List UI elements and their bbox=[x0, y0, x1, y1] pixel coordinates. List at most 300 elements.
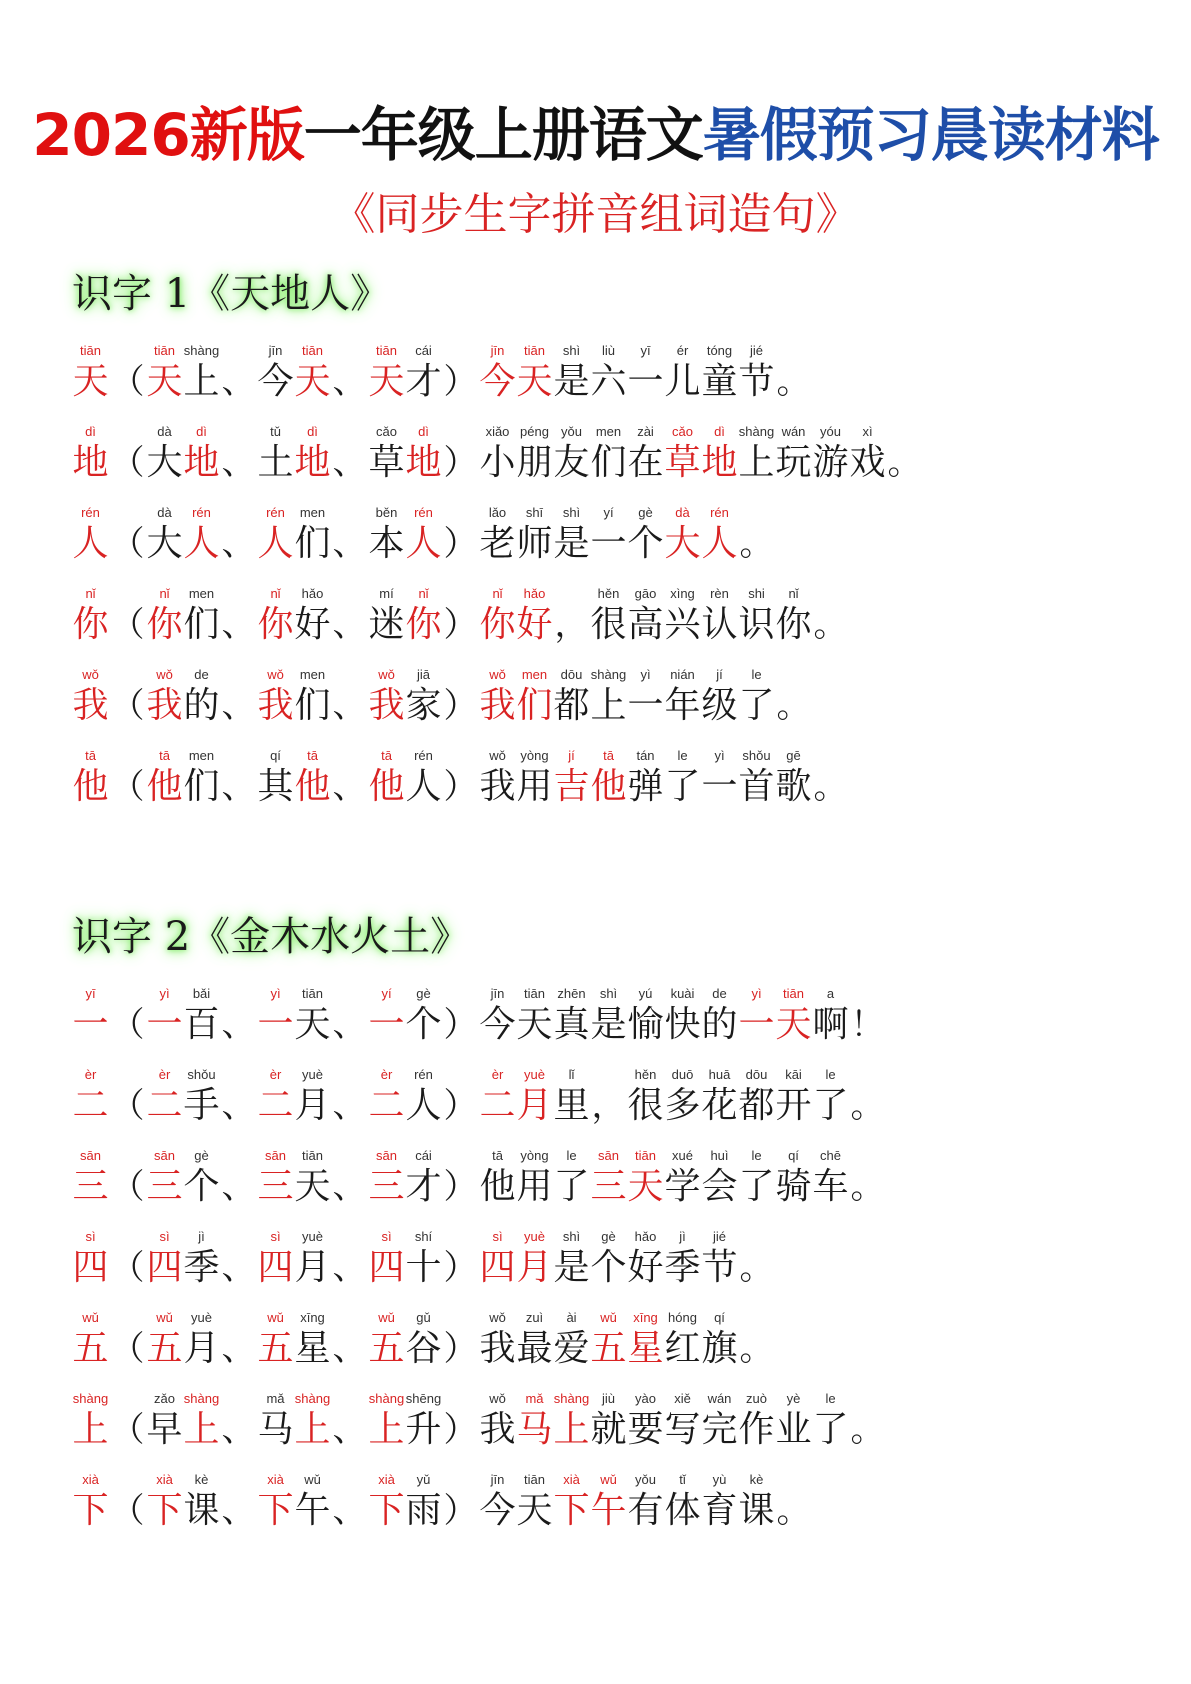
pinyin: wǔ bbox=[304, 1472, 321, 1487]
pinyin: xiě bbox=[674, 1391, 691, 1406]
pinyin: tiān bbox=[524, 986, 545, 1001]
hanzi: 首 bbox=[738, 766, 775, 807]
hanzi: 的 bbox=[183, 685, 220, 726]
hanzi: 里 bbox=[553, 1085, 590, 1126]
ruby-char bbox=[775, 746, 812, 809]
pinyin: sì bbox=[270, 1229, 281, 1244]
ruby-char bbox=[294, 1470, 331, 1533]
ruby-char bbox=[294, 1146, 331, 1209]
hanzi: 今 bbox=[479, 1004, 516, 1045]
hanzi: 兴 bbox=[664, 604, 701, 645]
pinyin: mǎ bbox=[525, 1391, 544, 1406]
pinyin: de bbox=[194, 667, 209, 682]
ruby-char bbox=[257, 984, 294, 1047]
pinyin: wǒ bbox=[267, 667, 284, 682]
ruby-char bbox=[553, 665, 590, 728]
pinyin: mí bbox=[379, 586, 394, 601]
ruby-char bbox=[183, 1065, 220, 1128]
ruby-char bbox=[664, 1065, 701, 1128]
ruby-char bbox=[553, 1146, 590, 1209]
hanzi: 多 bbox=[664, 1085, 701, 1126]
pinyin bbox=[109, 1146, 146, 1165]
hanzi: 我 bbox=[479, 1328, 516, 1369]
hanzi: 我 bbox=[479, 685, 516, 726]
ruby-char bbox=[183, 1470, 220, 1533]
pinyin: kuài bbox=[670, 986, 695, 1001]
punctuation bbox=[442, 1146, 479, 1209]
ruby-char bbox=[405, 1389, 442, 1452]
hanzi: ） bbox=[443, 605, 478, 645]
hanzi: 土 bbox=[257, 442, 294, 483]
ruby-char bbox=[664, 984, 701, 1047]
pinyin: shì bbox=[599, 986, 618, 1001]
hanzi: 级 bbox=[701, 685, 738, 726]
ruby-char bbox=[553, 1470, 590, 1533]
title-material-part: 暑假预习晨读材料 bbox=[702, 101, 1159, 169]
hanzi: 今 bbox=[479, 1490, 516, 1531]
ruby-char bbox=[701, 503, 738, 566]
hanzi: 二 bbox=[72, 1085, 109, 1126]
hanzi: 天 bbox=[294, 361, 331, 402]
pinyin bbox=[331, 665, 368, 684]
hanzi: 花 bbox=[701, 1085, 738, 1126]
pinyin: tǐ bbox=[679, 1472, 686, 1487]
hanzi: 人 bbox=[257, 523, 294, 564]
hanzi: 、 bbox=[332, 1491, 367, 1531]
pinyin bbox=[886, 422, 923, 441]
hanzi: 车 bbox=[812, 1166, 849, 1207]
hanzi: 、 bbox=[332, 1329, 367, 1369]
ruby-char bbox=[701, 341, 738, 404]
pinyin: tā bbox=[159, 748, 170, 763]
ruby-char bbox=[146, 1065, 183, 1128]
hanzi: 他 bbox=[590, 766, 627, 807]
hanzi: 用 bbox=[516, 766, 553, 807]
ruby-char bbox=[146, 984, 183, 1047]
ruby-char bbox=[627, 584, 664, 647]
ruby-char bbox=[627, 1389, 664, 1452]
ruby-char bbox=[516, 341, 553, 404]
ruby-char bbox=[146, 1146, 183, 1209]
hanzi: 月 bbox=[294, 1085, 331, 1126]
hanzi: 戏 bbox=[849, 442, 886, 483]
hanzi: （ bbox=[110, 1005, 145, 1045]
pinyin: yòng bbox=[520, 1148, 549, 1163]
pinyin: jīn bbox=[490, 986, 505, 1001]
hanzi: 们 bbox=[183, 766, 220, 807]
hanzi: 下 bbox=[368, 1490, 405, 1531]
ruby-char bbox=[479, 1470, 516, 1533]
ruby-char bbox=[183, 341, 220, 404]
ruby-char bbox=[257, 584, 294, 647]
hanzi: 家 bbox=[405, 685, 442, 726]
ruby-char bbox=[738, 1065, 775, 1128]
punctuation bbox=[109, 746, 146, 809]
ruby-char bbox=[553, 341, 590, 404]
hanzi: 一 bbox=[701, 766, 738, 807]
hanzi: 课 bbox=[738, 1490, 775, 1531]
pinyin: sān bbox=[265, 1148, 286, 1163]
punctuation bbox=[220, 341, 257, 404]
pinyin: èr bbox=[84, 1067, 97, 1082]
hanzi: 、 bbox=[221, 605, 256, 645]
punctuation bbox=[849, 1389, 886, 1452]
pinyin: èr bbox=[491, 1067, 504, 1082]
hanzi: 学 bbox=[664, 1166, 701, 1207]
hanzi: 天 bbox=[146, 361, 183, 402]
punctuation bbox=[442, 422, 479, 485]
hanzi: 在 bbox=[627, 442, 664, 483]
hanzi: 百 bbox=[183, 1004, 220, 1045]
ruby-char bbox=[479, 665, 516, 728]
pinyin: wǔ bbox=[267, 1310, 284, 1325]
pinyin: xìng bbox=[670, 586, 695, 601]
pinyin: zuò bbox=[746, 1391, 767, 1406]
pinyin: men bbox=[521, 667, 548, 682]
pinyin: hǎo bbox=[301, 586, 324, 601]
ruby-char bbox=[738, 984, 775, 1047]
ruby-char bbox=[368, 1227, 405, 1290]
pinyin bbox=[442, 584, 479, 603]
pinyin bbox=[220, 1308, 257, 1327]
pinyin bbox=[220, 1146, 257, 1165]
pinyin: xià bbox=[82, 1472, 99, 1487]
ruby-char bbox=[590, 1308, 627, 1371]
hanzi: 一 bbox=[627, 685, 664, 726]
pinyin: nǐ bbox=[788, 586, 799, 601]
ruby-char bbox=[257, 341, 294, 404]
ruby-char bbox=[294, 341, 331, 404]
ruby-char bbox=[405, 1146, 442, 1209]
pinyin: tā bbox=[381, 748, 392, 763]
ruby-char bbox=[72, 422, 109, 485]
pinyin: shàng bbox=[183, 343, 220, 358]
pinyin: shàng bbox=[590, 667, 627, 682]
pinyin: shàng bbox=[368, 1391, 405, 1406]
pinyin: hǎo bbox=[634, 1229, 657, 1244]
pinyin: de bbox=[712, 986, 727, 1001]
pinyin: yí bbox=[603, 505, 614, 520]
pinyin: nǐ bbox=[159, 586, 170, 601]
hanzi: 很 bbox=[590, 604, 627, 645]
hanzi: 四 bbox=[368, 1247, 405, 1288]
hanzi: 你 bbox=[479, 604, 516, 645]
hanzi: 他 bbox=[146, 766, 183, 807]
hanzi: 人 bbox=[405, 766, 442, 807]
hanzi: 人 bbox=[405, 523, 442, 564]
pinyin: shàng bbox=[294, 1391, 331, 1406]
hanzi: ， bbox=[554, 605, 589, 645]
hanzi: 他 bbox=[479, 1166, 516, 1207]
hanzi: 玩 bbox=[775, 442, 812, 483]
pinyin: sān bbox=[154, 1148, 175, 1163]
hanzi: 。 bbox=[739, 1329, 774, 1369]
hanzi: 。 bbox=[850, 1410, 885, 1450]
hanzi: ） bbox=[443, 1086, 478, 1126]
hanzi: 弹 bbox=[627, 766, 664, 807]
hanzi: 。 bbox=[850, 1086, 885, 1126]
pinyin: ér bbox=[676, 343, 689, 358]
sentence-row bbox=[72, 584, 923, 665]
hanzi: 其 bbox=[257, 766, 294, 807]
pinyin: le bbox=[677, 748, 688, 763]
punctuation bbox=[442, 984, 479, 1047]
ruby-char bbox=[294, 584, 331, 647]
hanzi: 用 bbox=[516, 1166, 553, 1207]
ruby-char bbox=[257, 1308, 294, 1371]
ruby-char bbox=[146, 341, 183, 404]
ruby-char bbox=[479, 1146, 516, 1209]
hanzi: 是 bbox=[553, 1247, 590, 1288]
hanzi: 要 bbox=[627, 1409, 664, 1450]
ruby-char bbox=[257, 1065, 294, 1128]
ruby-char bbox=[257, 1146, 294, 1209]
pinyin: shi bbox=[748, 586, 765, 601]
hanzi: 、 bbox=[332, 1248, 367, 1288]
hanzi: 一 bbox=[257, 1004, 294, 1045]
pinyin: cǎo bbox=[672, 424, 693, 439]
hanzi: 、 bbox=[221, 443, 256, 483]
pinyin: nǐ bbox=[492, 586, 503, 601]
hanzi: 好 bbox=[294, 604, 331, 645]
hanzi: 地 bbox=[701, 442, 738, 483]
ruby-char bbox=[294, 503, 331, 566]
ruby-char bbox=[775, 584, 812, 647]
punctuation bbox=[331, 1065, 368, 1128]
ruby-char bbox=[812, 1065, 849, 1128]
ruby-char bbox=[72, 1146, 109, 1209]
ruby-char bbox=[368, 341, 405, 404]
hanzi: 、 bbox=[221, 524, 256, 564]
pinyin: tǔ bbox=[270, 424, 281, 439]
ruby-char bbox=[294, 1227, 331, 1290]
punctuation bbox=[220, 984, 257, 1047]
pinyin: dì bbox=[196, 424, 207, 439]
ruby-char bbox=[368, 422, 405, 485]
ruby-char bbox=[405, 665, 442, 728]
hanzi: 开 bbox=[775, 1085, 812, 1126]
hanzi: 上 bbox=[183, 361, 220, 402]
hanzi: 。 bbox=[776, 1491, 811, 1531]
hanzi: 你 bbox=[257, 604, 294, 645]
hanzi: 二 bbox=[368, 1085, 405, 1126]
pinyin: men bbox=[188, 748, 215, 763]
pinyin: hóng bbox=[668, 1310, 697, 1325]
hanzi: （ bbox=[110, 1410, 145, 1450]
ruby-char bbox=[257, 1470, 294, 1533]
hanzi: 、 bbox=[332, 686, 367, 726]
ruby-char bbox=[849, 422, 886, 485]
hanzi: 二 bbox=[257, 1085, 294, 1126]
pinyin: wǔ bbox=[156, 1310, 173, 1325]
ruby-char bbox=[664, 665, 701, 728]
pinyin: běn bbox=[375, 505, 398, 520]
punctuation bbox=[442, 341, 479, 404]
pinyin: tiān bbox=[524, 1472, 545, 1487]
pinyin bbox=[442, 1308, 479, 1327]
pinyin bbox=[849, 984, 886, 1003]
ruby-char bbox=[257, 1389, 294, 1452]
pinyin: yǔ bbox=[416, 1472, 431, 1487]
ruby-char bbox=[516, 665, 553, 728]
hanzi: 天 bbox=[516, 361, 553, 402]
hanzi: 、 bbox=[221, 1086, 256, 1126]
sentence-row bbox=[72, 746, 923, 827]
pinyin: le bbox=[566, 1148, 577, 1163]
punctuation bbox=[220, 1389, 257, 1452]
pinyin bbox=[553, 584, 590, 603]
pinyin: sān bbox=[80, 1148, 101, 1163]
pinyin: gè bbox=[416, 986, 431, 1001]
pinyin: tiān bbox=[80, 343, 101, 358]
pinyin bbox=[442, 1470, 479, 1489]
punctuation bbox=[442, 1389, 479, 1452]
pinyin: tiān bbox=[302, 986, 323, 1001]
pinyin: dì bbox=[85, 424, 96, 439]
pinyin: wǒ bbox=[489, 1391, 506, 1406]
hanzi: 五 bbox=[72, 1328, 109, 1369]
pinyin: èr bbox=[380, 1067, 393, 1082]
punctuation bbox=[109, 422, 146, 485]
ruby-char bbox=[479, 746, 516, 809]
hanzi: 午 bbox=[294, 1490, 331, 1531]
hanzi: 我 bbox=[146, 685, 183, 726]
punctuation bbox=[109, 984, 146, 1047]
ruby-char bbox=[257, 422, 294, 485]
punctuation bbox=[109, 341, 146, 404]
pinyin bbox=[442, 422, 479, 441]
punctuation bbox=[109, 503, 146, 566]
pinyin: tiān bbox=[302, 343, 323, 358]
hanzi: 三 bbox=[257, 1166, 294, 1207]
hanzi: 红 bbox=[664, 1328, 701, 1369]
ruby-char bbox=[738, 341, 775, 404]
pinyin: kè bbox=[194, 1472, 209, 1487]
hanzi: 、 bbox=[221, 686, 256, 726]
ruby-char bbox=[701, 746, 738, 809]
hanzi: 天 bbox=[516, 1490, 553, 1531]
pinyin bbox=[812, 746, 849, 765]
punctuation bbox=[442, 503, 479, 566]
pinyin: sān bbox=[376, 1148, 397, 1163]
pinyin: shì bbox=[562, 1229, 581, 1244]
hanzi: （ bbox=[110, 1086, 145, 1126]
punctuation bbox=[331, 341, 368, 404]
punctuation bbox=[553, 584, 590, 647]
ruby-char bbox=[812, 422, 849, 485]
pinyin: shī bbox=[525, 505, 544, 520]
pinyin: qí bbox=[714, 1310, 725, 1325]
hanzi: 、 bbox=[221, 1167, 256, 1207]
punctuation bbox=[109, 665, 146, 728]
ruby-char bbox=[516, 1308, 553, 1371]
hanzi: 都 bbox=[738, 1085, 775, 1126]
ruby-char bbox=[553, 1389, 590, 1452]
hanzi: ） bbox=[443, 1248, 478, 1288]
hanzi: 四 bbox=[146, 1247, 183, 1288]
hanzi: 了 bbox=[738, 685, 775, 726]
pinyin bbox=[849, 1146, 886, 1165]
hanzi: 、 bbox=[332, 1410, 367, 1450]
punctuation bbox=[220, 503, 257, 566]
ruby-char bbox=[183, 422, 220, 485]
pinyin: dì bbox=[418, 424, 429, 439]
hanzi: 、 bbox=[332, 767, 367, 807]
hanzi: 真 bbox=[553, 1004, 590, 1045]
hanzi: 我 bbox=[479, 766, 516, 807]
ruby-char bbox=[405, 341, 442, 404]
ruby-char bbox=[72, 746, 109, 809]
pinyin: xià bbox=[563, 1472, 580, 1487]
sentence-row bbox=[72, 1146, 886, 1227]
hanzi: 草 bbox=[368, 442, 405, 483]
hanzi: 。 bbox=[739, 524, 774, 564]
hanzi: 他 bbox=[294, 766, 331, 807]
ruby-char bbox=[183, 665, 220, 728]
ruby-char bbox=[294, 422, 331, 485]
punctuation bbox=[849, 1065, 886, 1128]
ruby-char bbox=[775, 1146, 812, 1209]
ruby-char bbox=[368, 1389, 405, 1452]
ruby-char bbox=[590, 341, 627, 404]
ruby-char bbox=[257, 665, 294, 728]
hanzi: 人 bbox=[183, 523, 220, 564]
pinyin: jīn bbox=[268, 343, 283, 358]
hanzi: 下 bbox=[553, 1490, 590, 1531]
hanzi: 一 bbox=[627, 361, 664, 402]
ruby-char bbox=[294, 1308, 331, 1371]
hanzi: （ bbox=[110, 1329, 145, 1369]
pinyin: ài bbox=[566, 1310, 577, 1325]
pinyin: wǔ bbox=[600, 1472, 617, 1487]
hanzi: 地 bbox=[183, 442, 220, 483]
ruby-char bbox=[812, 984, 849, 1047]
ruby-char bbox=[664, 422, 701, 485]
hanzi: 天 bbox=[294, 1166, 331, 1207]
hanzi: 、 bbox=[221, 1248, 256, 1288]
ruby-char bbox=[553, 1308, 590, 1371]
ruby-char bbox=[553, 503, 590, 566]
ruby-char bbox=[738, 1389, 775, 1452]
ruby-char bbox=[516, 1389, 553, 1452]
pinyin: zuì bbox=[525, 1310, 544, 1325]
pinyin: kāi bbox=[785, 1067, 802, 1082]
ruby-char bbox=[183, 1308, 220, 1371]
pinyin bbox=[738, 1308, 775, 1327]
pinyin: yuè bbox=[524, 1229, 545, 1244]
punctuation bbox=[220, 1146, 257, 1209]
pinyin bbox=[109, 746, 146, 765]
hanzi: 就 bbox=[590, 1409, 627, 1450]
pinyin: wǒ bbox=[489, 667, 506, 682]
punctuation bbox=[331, 984, 368, 1047]
hanzi: （ bbox=[110, 362, 145, 402]
pinyin bbox=[220, 422, 257, 441]
pinyin: tiān bbox=[783, 986, 804, 1001]
pinyin: jì bbox=[679, 1229, 686, 1244]
pinyin: liù bbox=[601, 343, 615, 358]
pinyin: zài bbox=[637, 424, 654, 439]
hanzi: 才 bbox=[405, 1166, 442, 1207]
hanzi: 星 bbox=[627, 1328, 664, 1369]
hanzi: 、 bbox=[332, 1005, 367, 1045]
pinyin: yuè bbox=[302, 1229, 323, 1244]
pinyin bbox=[442, 746, 479, 765]
ruby-char bbox=[738, 422, 775, 485]
hanzi: 、 bbox=[332, 1167, 367, 1207]
pinyin: huì bbox=[710, 1148, 729, 1163]
pinyin bbox=[331, 1146, 368, 1165]
